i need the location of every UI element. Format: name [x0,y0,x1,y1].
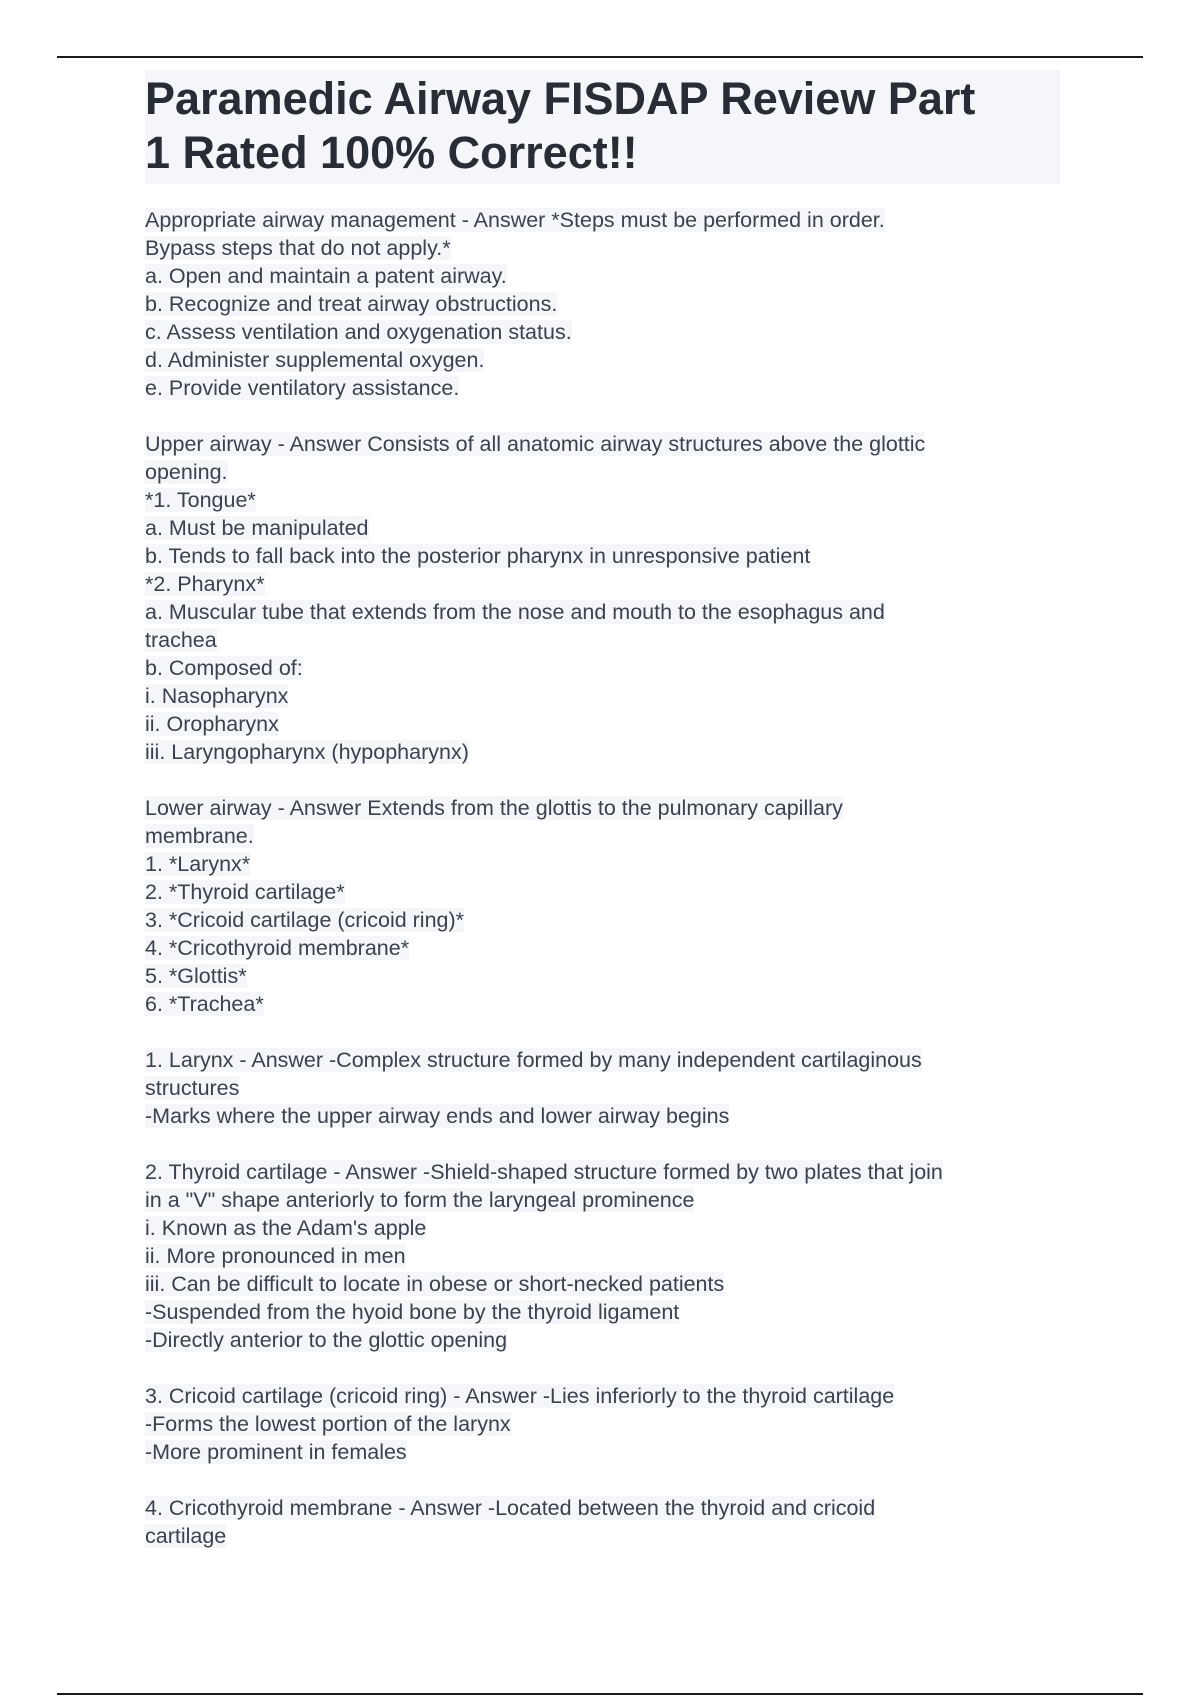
text-line-content: b. Tends to fall back into the posterior pharynx in unresponsive patient [145,544,811,568]
text-line [145,682,1060,710]
text-line-content: -Suspended from the hyoid bone by the thyroid ligament [145,1300,680,1324]
text-line [145,1522,1060,1550]
text-line-content: b. Composed of: [145,656,303,680]
text-line [145,1382,1060,1410]
text-line [145,458,1060,486]
text-line-content: 1. Larynx - Answer -Complex structure formed by many independent cartilaginous [145,1048,922,1072]
text-line [145,738,1060,766]
text-line [145,598,1060,626]
text-line [145,878,1060,906]
text-line-content: 5. *Glottis* [145,964,247,988]
text-line-content: 3. *Cricoid cartilage (cricoid ring)* [145,908,465,932]
text-line-content: i. Nasopharynx [145,684,289,708]
title-line-2: 1 Rated 100% Correct!! [145,127,638,178]
text-line-content: iii. Laryngopharynx (hypopharynx) [145,740,469,764]
text-line-content: Lower airway - Answer Extends from the glottis to the pulmonary capillary [145,796,843,820]
bottom-rule [57,1693,1143,1695]
text-line-content: 3. Cricoid cartilage (cricoid ring) - Answer -Lies inferiorly to the thyroid cartilage [145,1384,895,1408]
text-line-content: c. Assess ventilation and oxygenation status. [145,320,572,344]
document-content [145,70,1060,1578]
text-line [145,1438,1060,1466]
text-line [145,318,1060,346]
text-line [145,262,1060,290]
qa-block [145,1494,1060,1550]
text-line [145,1074,1060,1102]
text-line [145,290,1060,318]
text-line [145,794,1060,822]
text-line [145,710,1060,738]
text-line-content: cartilage [145,1524,227,1548]
qa-block [145,794,1060,1018]
text-line-content: ii. More pronounced in men [145,1244,406,1268]
document-title [145,72,1060,180]
text-line [145,1298,1060,1326]
text-line-content: a. Open and maintain a patent airway. [145,264,507,288]
text-line [145,542,1060,570]
text-line-content: -Forms the lowest portion of the larynx [145,1412,511,1436]
text-line [145,990,1060,1018]
qa-block [145,430,1060,766]
qa-block [145,1158,1060,1354]
text-line [145,1326,1060,1354]
title-line-1: Paramedic Airway FISDAP Review Part [145,73,976,124]
qa-sections [145,206,1060,1550]
text-line-content: Bypass steps that do not apply.* [145,236,451,260]
text-line-content: -Marks where the upper airway ends and lower airway begins [145,1104,730,1128]
text-line-content: a. Muscular tube that extends from the nose and mouth to the esophagus and [145,600,885,624]
title-block [145,70,1060,184]
text-line [145,906,1060,934]
text-line-content: 1. *Larynx* [145,852,251,876]
text-line-content: b. Recognize and treat airway obstructions. [145,292,558,316]
text-line-content: Appropriate airway management - Answer *Steps must be performed in order. [145,208,885,232]
text-line-content: in a "V" shape anteriorly to form the laryngeal prominence [145,1188,695,1212]
text-line-content: *1. Tongue* [145,488,256,512]
text-line-content: opening. [145,460,228,484]
text-line [145,1046,1060,1074]
text-line [145,1494,1060,1522]
qa-block [145,1046,1060,1130]
text-line-content: membrane. [145,824,254,848]
text-line [145,206,1060,234]
text-line [145,234,1060,262]
text-line-content: e. Provide ventilatory assistance. [145,376,460,400]
text-line [145,374,1060,402]
text-line-content: iii. Can be difficult to locate in obese or short-necked patients [145,1272,725,1296]
text-line [145,1186,1060,1214]
text-line [145,570,1060,598]
text-line [145,430,1060,458]
text-line [145,850,1060,878]
text-line-content: d. Administer supplemental oxygen. [145,348,485,372]
text-line [145,1410,1060,1438]
text-line-content: Upper airway - Answer Consists of all anatomic airway structures above the glottic [145,432,926,456]
text-line [145,1158,1060,1186]
text-line [145,346,1060,374]
text-line-content: -Directly anterior to the glottic opening [145,1328,508,1352]
text-line [145,626,1060,654]
text-line [145,654,1060,682]
text-line-content: 2. Thyroid cartilage - Answer -Shield-shaped structure formed by two plates that join [145,1160,943,1184]
text-line-content: trachea [145,628,217,652]
text-line-content: a. Must be manipulated [145,516,369,540]
text-line [145,962,1060,990]
text-line [145,1270,1060,1298]
text-line-content: *2. Pharynx* [145,572,265,596]
text-line [145,1242,1060,1270]
text-line [145,1214,1060,1242]
top-rule [57,56,1143,58]
text-line [145,934,1060,962]
text-line-content: ii. Oropharynx [145,712,279,736]
text-line [145,822,1060,850]
text-line-content: structures [145,1076,240,1100]
qa-block [145,1382,1060,1466]
text-line-content: 4. Cricothyroid membrane - Answer -Located between the thyroid and cricoid [145,1496,876,1520]
text-line [145,1102,1060,1130]
text-line-content: -More prominent in females [145,1440,407,1464]
text-line-content: 6. *Trachea* [145,992,264,1016]
text-line-content: i. Known as the Adam's apple [145,1216,427,1240]
text-line [145,486,1060,514]
text-line [145,514,1060,542]
qa-block [145,206,1060,402]
text-line-content: 2. *Thyroid cartilage* [145,880,345,904]
text-line-content: 4. *Cricothyroid membrane* [145,936,410,960]
